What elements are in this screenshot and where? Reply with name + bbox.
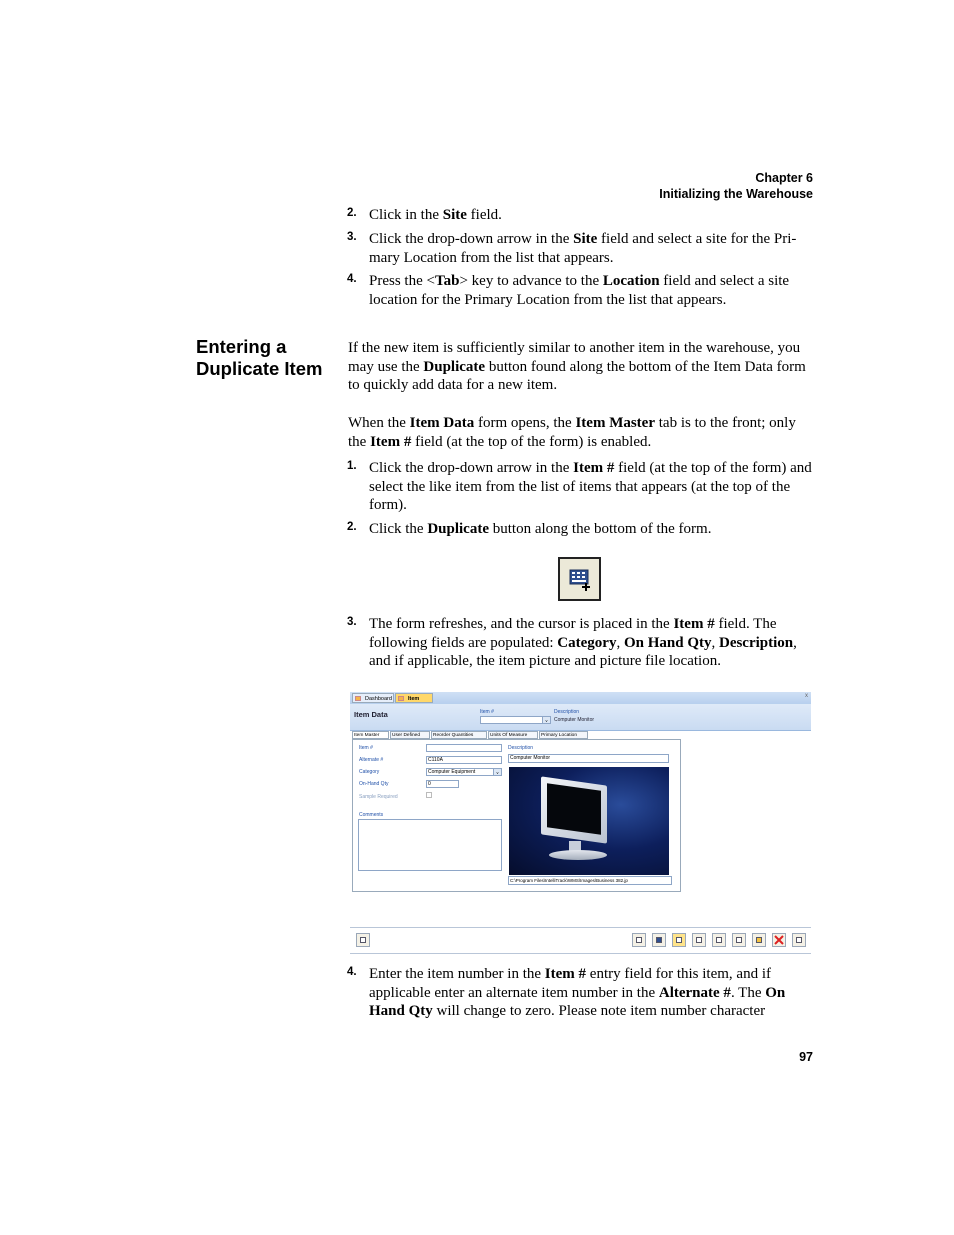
tab-units-of-measure[interactable]: Units Of Measure [488, 731, 538, 739]
comments-label: Comments [359, 812, 384, 818]
on-hand-label: On-Hand Qty [359, 781, 389, 787]
chevron-down-icon[interactable]: v [542, 717, 550, 723]
tab-dashboard[interactable] [352, 693, 394, 703]
chapter-title: Initializing the Warehouse [659, 187, 813, 201]
delete-icon[interactable] [772, 933, 786, 947]
sample-required-checkbox[interactable] [426, 792, 432, 798]
step-number: 3. [347, 616, 357, 628]
comments-textarea[interactable] [358, 819, 502, 871]
form-icon [398, 696, 404, 701]
duplicate-icon[interactable] [652, 933, 666, 947]
exit-icon[interactable] [792, 933, 806, 947]
tab-label: Dashboard [365, 696, 392, 702]
description-label: Description [554, 709, 580, 715]
step-text: Click in the Site field. [369, 207, 502, 223]
paragraph: If the new item is sufficiently similar to another item in the warehouse, you may use the Duplicate button found along the bottom of the Item Data form to quickly add data for a new item. [348, 340, 806, 393]
form-icon [355, 696, 361, 701]
alternate-field[interactable]: C110A [426, 756, 502, 764]
form-header [350, 704, 811, 731]
tab-primary-location[interactable]: Primary Location [539, 731, 588, 739]
alternate-label: Alternate # [359, 757, 384, 763]
description-field[interactable]: Computer Monitor [508, 754, 669, 763]
edit-icon[interactable] [356, 933, 370, 947]
document-icon[interactable] [712, 933, 726, 947]
category-select[interactable] [426, 768, 502, 776]
item-number-label: Item # [480, 709, 494, 715]
print-icon[interactable] [732, 933, 746, 947]
tab-reorder-quantities[interactable]: Reorder Quantities [431, 731, 487, 739]
page-number: 97 [799, 1050, 813, 1064]
sample-required-label: Sample Required [359, 794, 398, 800]
close-icon[interactable]: x [805, 693, 808, 699]
new-record-icon[interactable] [632, 933, 646, 947]
step-text: Press the <Tab> key to advance to the Location field and select a site location for the Primary Location from the list that appears. [369, 273, 790, 308]
find-icon[interactable] [672, 933, 686, 947]
section-heading-line-2: Duplicate Item [196, 358, 323, 379]
item-data-form-screenshot [350, 692, 811, 894]
tab-item-master[interactable]: Item Master [352, 731, 389, 739]
tab-item-data[interactable] [395, 693, 433, 703]
form-subtabs [352, 731, 652, 739]
section-heading [196, 336, 322, 380]
chapter-label: Chapter 6 [755, 171, 813, 185]
item-master-panel [352, 739, 681, 892]
step-number: 4. [347, 273, 357, 285]
section-heading-line-1: Entering a [196, 336, 287, 357]
item-picture [509, 767, 669, 875]
description-value: Computer Monitor [554, 717, 595, 723]
step-text: Click the Duplicate button along the bottom of the form. [369, 521, 712, 537]
duplicate-icon [558, 557, 601, 601]
step-number: 2. [347, 207, 357, 219]
monitor-screen [547, 783, 601, 835]
item-number-field-label: Item # [359, 745, 373, 751]
step-text: Click the drop-down arrow in the Site field and select a site for the Pri-mary Location from the list that appears. [369, 231, 797, 266]
on-hand-field[interactable]: 0 [426, 780, 459, 788]
category-value: Computer Equipment [428, 769, 476, 775]
step-text: Click the drop-down arrow in the Item # field (at the top of the form) and select the like item from the list of items that appears (at the top of the form). [369, 460, 812, 513]
form-title: Item Data [354, 710, 388, 719]
tab-user-defined[interactable]: User Defined [390, 731, 430, 739]
report-icon[interactable] [752, 933, 766, 947]
paragraph: When the Item Data form opens, the Item Master tab is to the front; only the Item # field (at the top of the form) is enabled. [348, 415, 796, 450]
tab-label: Item [408, 696, 420, 702]
step-number: 3. [347, 231, 357, 243]
monitor-image [541, 776, 607, 843]
step-number: 2. [347, 521, 357, 533]
chevron-down-icon[interactable]: v [493, 769, 501, 775]
monitor-base [549, 850, 607, 860]
copy-icon[interactable] [692, 933, 706, 947]
description-field-label: Description [508, 745, 534, 751]
step-number: 4. [347, 966, 357, 978]
picture-path-field[interactable]: C:\Program Files\IntelliTrack\WMS\Images\Business 382.jp [508, 876, 672, 885]
category-label: Category [359, 769, 380, 775]
item-number-select[interactable] [480, 716, 551, 724]
item-number-field[interactable] [426, 744, 502, 752]
step-number: 1. [347, 460, 357, 472]
form-toolbar [350, 927, 811, 954]
step-text: Enter the item number in the Item # entry field for this item, and if applicable enter an alternate item number in the Alternate #. The On Hand Qty will change to zero. Please note item number character [369, 966, 786, 1019]
step-text: The form refreshes, and the cursor is placed in the Item # field. The following fields are populated: Category, On Hand Qty, Description, and if applicable, the item picture and picture file location. [369, 616, 797, 669]
